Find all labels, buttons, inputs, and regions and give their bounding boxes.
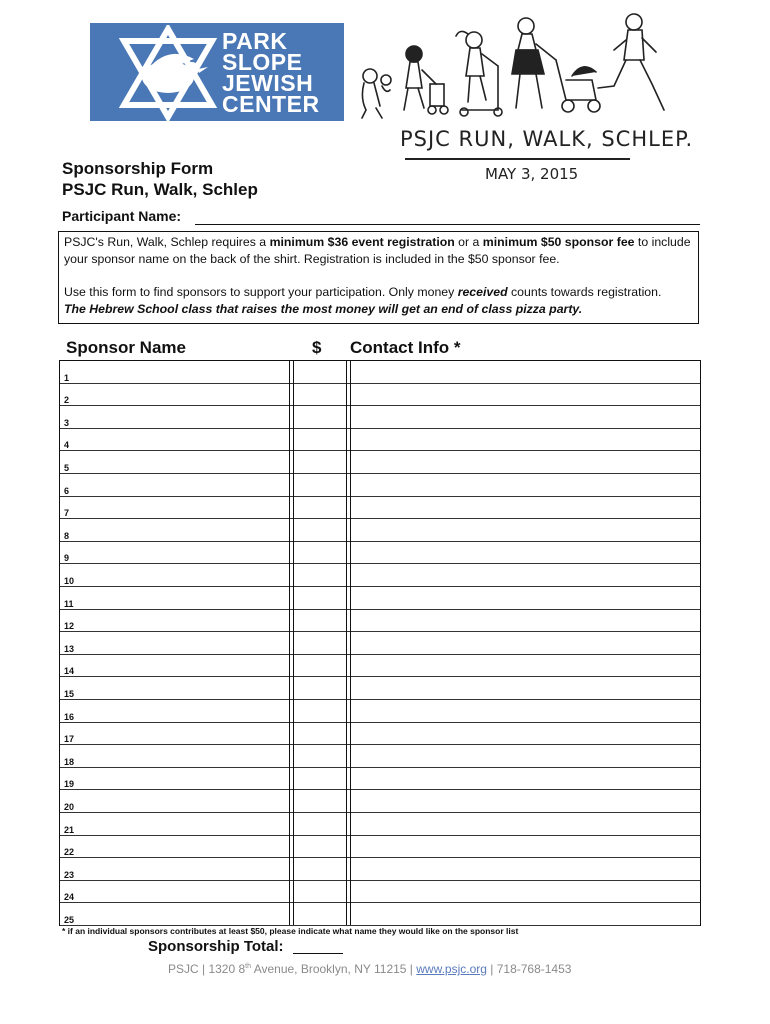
amount-cell[interactable] <box>294 429 343 451</box>
row-number: 25 <box>64 914 75 925</box>
row-number: 3 <box>64 417 70 428</box>
amount-cell[interactable] <box>294 474 343 496</box>
sponsor-name-cell[interactable] <box>64 745 286 767</box>
row-number: 12 <box>64 621 75 632</box>
contact-info-cell[interactable] <box>351 451 696 473</box>
table-row <box>60 745 700 768</box>
table-row <box>60 564 700 587</box>
sponsor-name-cell[interactable] <box>64 384 286 406</box>
column-divider <box>289 361 290 925</box>
contact-info-cell[interactable] <box>351 790 696 812</box>
info-paragraph-2: Use this form to find sponsors to support your participation. Only money received counts towards registration. <box>64 285 662 299</box>
contact-info-cell[interactable] <box>351 745 696 767</box>
sponsor-name-cell[interactable] <box>64 474 286 496</box>
amount-cell[interactable] <box>294 813 343 835</box>
amount-cell[interactable] <box>294 700 343 722</box>
amount-cell[interactable] <box>294 836 343 858</box>
contact-info-cell[interactable] <box>351 497 696 519</box>
table-row <box>60 677 700 700</box>
form-title: Sponsorship Form PSJC Run, Walk, Schlep <box>62 159 258 199</box>
sponsor-name-cell[interactable] <box>64 632 286 654</box>
info-paragraph-1: PSJC's Run, Walk, Schlep requires a minimum $36 event registration or a minimum $50 sponsor fee to include your sponsor name on the back of the shirt. Registration is included in the $50 sponsor fee. <box>64 235 691 266</box>
table-row <box>60 790 700 813</box>
contact-info-cell[interactable] <box>351 655 696 677</box>
sponsor-name-cell[interactable] <box>64 610 286 632</box>
amount-cell[interactable] <box>294 587 343 609</box>
sponsor-name-cell[interactable] <box>64 790 286 812</box>
table-row <box>60 519 700 542</box>
sponsor-name-cell[interactable] <box>64 429 286 451</box>
sponsorship-total-field[interactable] <box>293 953 343 954</box>
amount-cell[interactable] <box>294 497 343 519</box>
amount-cell[interactable] <box>294 677 343 699</box>
amount-cell[interactable] <box>294 610 343 632</box>
amount-cell[interactable] <box>294 384 343 406</box>
star-of-david-dove-icon <box>108 25 228 121</box>
event-title-underline <box>405 158 630 160</box>
contact-info-cell[interactable] <box>351 474 696 496</box>
event-title: PSJC RUN, WALK, SCHLEP. <box>400 127 694 151</box>
sponsor-name-cell[interactable] <box>64 858 286 880</box>
row-number: 1 <box>64 372 70 383</box>
contact-info-cell[interactable] <box>351 429 696 451</box>
sponsorship-total-label: Sponsorship Total: <box>148 938 284 955</box>
amount-cell[interactable] <box>294 745 343 767</box>
table-row <box>60 858 700 881</box>
event-date: MAY 3, 2015 <box>485 165 579 183</box>
table-row <box>60 768 700 791</box>
amount-cell[interactable] <box>294 881 343 903</box>
sponsor-name-cell[interactable] <box>64 542 286 564</box>
contact-info-cell[interactable] <box>351 881 696 903</box>
sponsor-name-cell[interactable] <box>64 813 286 835</box>
table-row <box>60 451 700 474</box>
info-box <box>58 231 699 324</box>
amount-cell[interactable] <box>294 451 343 473</box>
sponsor-name-cell[interactable] <box>64 836 286 858</box>
column-divider <box>346 361 347 925</box>
runners-illustration <box>352 10 672 128</box>
contact-info-cell[interactable] <box>351 836 696 858</box>
contact-info-cell[interactable] <box>351 519 696 541</box>
row-number: 10 <box>64 575 75 586</box>
sponsor-name-cell[interactable] <box>64 451 286 473</box>
contact-info-cell[interactable] <box>351 677 696 699</box>
table-row <box>60 836 700 859</box>
table-row <box>60 542 700 565</box>
amount-cell[interactable] <box>294 655 343 677</box>
row-number: 5 <box>64 462 70 473</box>
row-number: 8 <box>64 530 70 541</box>
sponsor-name-cell[interactable] <box>64 903 286 925</box>
footnote: * if an individual sponsors contributes at least $50, please indicate what name they would like on the sponsor list <box>62 926 519 936</box>
table-row <box>60 497 700 520</box>
footer: PSJC | 1320 8th Avenue, Brooklyn, NY 11215 | www.psjc.org | 718-768-1453 <box>168 962 572 976</box>
sponsor-name-cell[interactable] <box>64 361 286 383</box>
sponsor-name-cell[interactable] <box>64 564 286 586</box>
sponsor-name-cell[interactable] <box>64 655 286 677</box>
table-row <box>60 655 700 678</box>
row-number: 16 <box>64 711 75 722</box>
contact-info-cell[interactable] <box>351 384 696 406</box>
website-link[interactable]: www.psjc.org <box>416 962 487 976</box>
row-number: 23 <box>64 869 75 880</box>
amount-cell[interactable] <box>294 858 343 880</box>
contact-info-cell[interactable] <box>351 587 696 609</box>
contact-info-header: Contact Info * <box>350 338 461 357</box>
table-row <box>60 474 700 497</box>
row-number: 4 <box>64 440 70 451</box>
column-divider <box>350 361 351 925</box>
row-number: 7 <box>64 508 70 519</box>
table-row <box>60 700 700 723</box>
row-number: 6 <box>64 485 70 496</box>
logo-wordmark: PARK SLOPE JEWISH CENTER <box>222 28 320 117</box>
row-number: 9 <box>64 553 70 564</box>
sponsor-name-cell[interactable] <box>64 497 286 519</box>
sponsor-name-cell[interactable] <box>64 519 286 541</box>
row-number: 18 <box>64 756 75 767</box>
contact-info-cell[interactable] <box>351 361 696 383</box>
row-number: 19 <box>64 779 75 790</box>
participant-name-label: Participant Name: <box>62 208 182 224</box>
amount-cell[interactable] <box>294 519 343 541</box>
table-row <box>60 384 700 407</box>
contact-info-cell[interactable] <box>351 564 696 586</box>
column-divider <box>293 361 294 925</box>
contact-info-cell[interactable] <box>351 406 696 428</box>
participant-name-field[interactable] <box>195 224 700 225</box>
psjc-logo <box>90 23 344 121</box>
row-number: 14 <box>64 666 75 677</box>
amount-cell[interactable] <box>294 723 343 745</box>
row-number: 13 <box>64 643 75 654</box>
amount-cell[interactable] <box>294 542 343 564</box>
info-paragraph-3: The Hebrew School class that raises the most money will get an end of class pizza party. <box>64 302 583 316</box>
amount-cell[interactable] <box>294 790 343 812</box>
sponsor-name-cell[interactable] <box>64 677 286 699</box>
amount-cell[interactable] <box>294 768 343 790</box>
contact-info-cell[interactable] <box>351 723 696 745</box>
contact-info-cell[interactable] <box>351 632 696 654</box>
row-number: 2 <box>64 395 70 406</box>
contact-info-cell[interactable] <box>351 813 696 835</box>
table-row <box>60 361 700 384</box>
row-number: 15 <box>64 688 75 699</box>
table-row <box>60 632 700 655</box>
sponsor-name-cell[interactable] <box>64 406 286 428</box>
table-row <box>60 587 700 610</box>
row-number: 17 <box>64 734 75 745</box>
sponsor-name-cell[interactable] <box>64 587 286 609</box>
contact-info-cell[interactable] <box>351 542 696 564</box>
table-row <box>60 610 700 633</box>
row-number: 24 <box>64 892 75 903</box>
amount-cell[interactable] <box>294 564 343 586</box>
contact-info-cell[interactable] <box>351 903 696 925</box>
table-row <box>60 429 700 452</box>
row-number: 20 <box>64 801 75 812</box>
table-row <box>60 881 700 904</box>
table-row <box>60 813 700 836</box>
sponsor-table <box>59 360 701 926</box>
amount-cell[interactable] <box>294 632 343 654</box>
row-number: 11 <box>64 598 74 609</box>
sponsor-name-cell[interactable] <box>64 700 286 722</box>
contact-info-cell[interactable] <box>351 768 696 790</box>
sponsor-name-cell[interactable] <box>64 768 286 790</box>
contact-info-cell[interactable] <box>351 700 696 722</box>
amount-cell[interactable] <box>294 406 343 428</box>
sponsor-name-header: Sponsor Name <box>66 338 186 357</box>
table-row <box>60 406 700 429</box>
sponsor-name-cell[interactable] <box>64 881 286 903</box>
table-row <box>60 903 700 926</box>
amount-header: $ <box>312 338 322 357</box>
table-row <box>60 723 700 746</box>
row-number: 22 <box>64 847 75 858</box>
contact-info-cell[interactable] <box>351 610 696 632</box>
sponsor-name-cell[interactable] <box>64 723 286 745</box>
amount-cell[interactable] <box>294 361 343 383</box>
row-number: 21 <box>64 824 75 835</box>
contact-info-cell[interactable] <box>351 858 696 880</box>
amount-cell[interactable] <box>294 903 343 925</box>
